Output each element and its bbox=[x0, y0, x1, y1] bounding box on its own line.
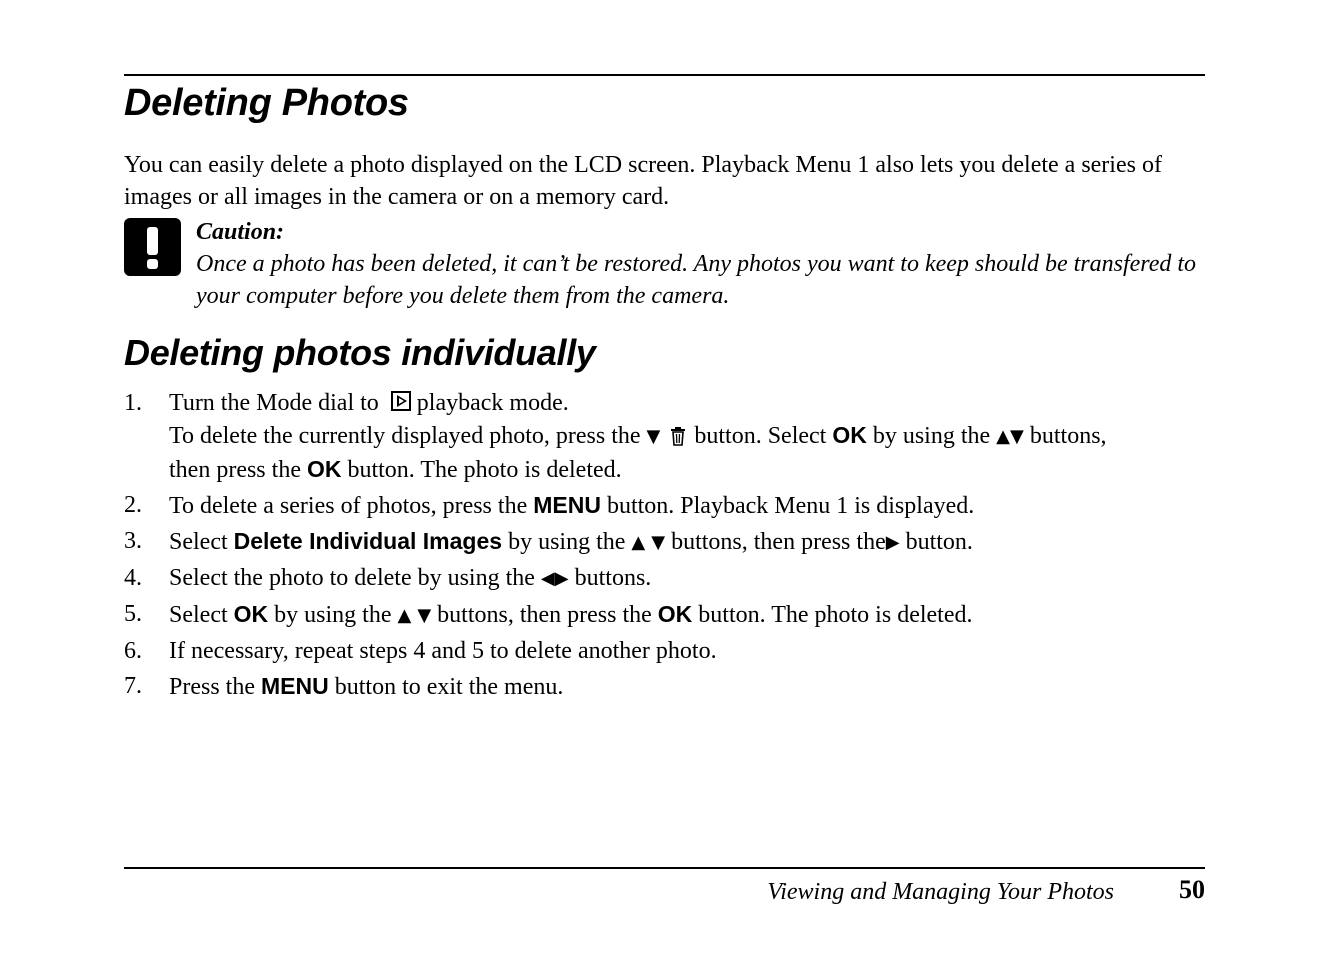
trash-icon bbox=[670, 426, 686, 446]
intro-paragraph: You can easily delete a photo displayed on the LCD screen. Playback Menu 1 also lets you delete a series of images or all images in the camera or on a memory card. bbox=[124, 152, 1162, 210]
footer-rule bbox=[124, 867, 1205, 869]
right-arrow-icon: ▶ bbox=[554, 568, 569, 589]
steps-list bbox=[124, 387, 1209, 706]
footer-section-title: Viewing and Managing Your Photos bbox=[767, 879, 1114, 905]
step-6: 6. If necessary, repeat steps 4 and 5 to delete another photo. bbox=[124, 635, 1209, 667]
step-number: 3. bbox=[124, 528, 142, 554]
caution-title: Caution: bbox=[196, 219, 285, 245]
step-number: 6. bbox=[124, 638, 142, 664]
step-5: 5. Select OK by using the ▲ ▼ buttons, then press the OK button. The photo is deleted. bbox=[124, 598, 1209, 632]
step-3: 3. Select Delete Individual Images by using the ▲ ▼ buttons, then press the▶ button. bbox=[124, 525, 1209, 559]
up-arrow-icon: ▲ bbox=[996, 426, 1011, 447]
playback-mode-icon bbox=[391, 391, 411, 411]
step-1: 1. Turn the Mode dial to playback mode. To delete the currently displayed photo, press the ▼ button. Select OK by using the ▲▼ buttons, then press the OK button. The photo is deleted. bbox=[124, 387, 1209, 486]
step-7: 7. Press the MENU button to exit the menu. bbox=[124, 670, 1209, 703]
page-number: 50 bbox=[1179, 875, 1205, 904]
menu-button-label: MENU bbox=[261, 673, 329, 699]
step-2: 2. To delete a series of photos, press the MENU button. Playback Menu 1 is displayed. bbox=[124, 489, 1209, 522]
header-rule bbox=[124, 74, 1205, 76]
caution-text: Once a photo has been deleted, it can’t be restored. Any photos you want to keep should be transfered to your computer before you delete them from the camera. bbox=[196, 251, 1197, 309]
menu-option-label: Delete Individual Images bbox=[233, 528, 503, 554]
down-arrow-icon: ▼ bbox=[1010, 426, 1024, 447]
up-arrow-icon: ▲ bbox=[397, 605, 412, 626]
ok-button-label: OK bbox=[832, 422, 867, 448]
section-subheading: Deleting photos individually bbox=[124, 332, 596, 373]
ok-button-label: OK bbox=[657, 601, 693, 627]
left-arrow-icon: ◀ bbox=[540, 568, 555, 589]
step-number: 7. bbox=[124, 673, 142, 699]
down-arrow-icon: ▼ bbox=[646, 426, 661, 447]
step-number: 4. bbox=[124, 565, 142, 591]
step-number: 2. bbox=[124, 492, 142, 518]
menu-button-label: MENU bbox=[533, 492, 601, 518]
right-arrow-icon: ▶ bbox=[885, 532, 900, 553]
up-arrow-icon: ▲ bbox=[631, 532, 646, 553]
down-arrow-icon: ▼ bbox=[651, 532, 666, 553]
step-4: 4. Select the photo to delete by using the ◀▶ buttons. bbox=[124, 562, 1209, 595]
page-heading: Deleting Photos bbox=[124, 82, 409, 124]
ok-button-label: OK bbox=[233, 601, 269, 627]
down-arrow-icon: ▼ bbox=[417, 605, 432, 626]
ok-button-label: OK bbox=[306, 456, 342, 482]
step-number: 5. bbox=[124, 601, 142, 627]
caution-exclamation-icon bbox=[124, 218, 181, 276]
step-number: 1. bbox=[124, 390, 142, 416]
